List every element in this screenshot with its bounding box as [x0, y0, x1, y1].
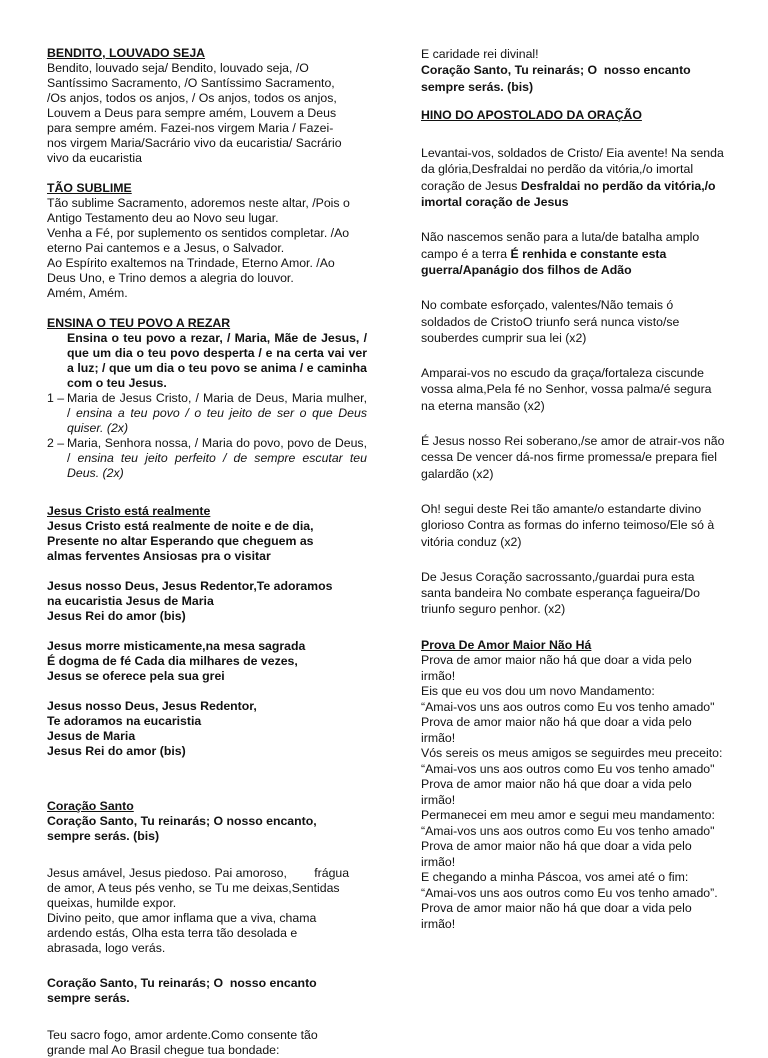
text-line: souberdes cumprir sua lei (x2) — [421, 330, 587, 345]
text-line: irmão! — [421, 916, 456, 931]
verse-plain: Maria de Jesus Cristo, / Maria de Deus, Maria mulher, / — [67, 391, 367, 420]
text-line: E caridade rei divinal! — [421, 47, 539, 61]
text-line: Tão sublime Sacramento, adoremos neste altar, /Pois o — [47, 196, 350, 210]
text-line: Amém, Amém. — [47, 286, 128, 300]
text-line: Te adoramos na eucaristia — [47, 714, 202, 728]
section-title: BENDITO, LOUVADO SEJA — [47, 46, 206, 60]
section-title: Prova De Amor Maior Não Há — [421, 637, 592, 652]
text-line: Prova de amor maior não há que doar a vida pelo — [421, 901, 692, 916]
verse-item — [47, 436, 367, 481]
section-bendito — [47, 46, 367, 166]
text-line: almas ferventes Ansiosas pra o visitar — [47, 549, 271, 563]
text-line: Oh! segui deste Rei tão amante/o estandarte divino — [421, 501, 702, 516]
stanza — [47, 976, 367, 1006]
text-line: “Amai-vos uns aos outros como Eu vos tenho amado" — [421, 699, 715, 714]
text-line: sempre serás. — [47, 991, 130, 1005]
text-line: E chegando a minha Páscoa, vos amei até o fim: — [421, 870, 689, 885]
text-line: Levantai-vos, soldados de Cristo/ Eia avente! Na senda — [421, 146, 724, 161]
text-line: Permanecei em meu amor e segui meu mandamento: — [421, 808, 715, 823]
text-line: sempre serás. (bis) — [421, 79, 534, 94]
text-line: nos virgem Maria/Sacrário vivo da eucaristia/ Sacrário — [47, 136, 342, 150]
stanza — [47, 639, 367, 684]
text-line: Jesus Rei do amor (bis) — [47, 744, 186, 758]
text-line: Jesus Cristo está realmente de noite e de dia, — [47, 519, 314, 533]
stanza — [47, 866, 367, 956]
text-line: soldados de CristoO triunfo será nunca visto/se — [421, 314, 680, 329]
verse-text — [67, 436, 367, 481]
text-line: Teu sacro fogo, amor ardente.Como consente tão — [47, 1028, 318, 1042]
text-line: Prova de amor maior não há que doar a vida pelo — [421, 777, 692, 792]
section-prova-de-amor — [421, 638, 743, 933]
text-line: triunfo seguro penhor. (x2) — [421, 602, 566, 617]
verse-item — [47, 391, 367, 436]
text-plain: coração de Jesus — [421, 178, 521, 193]
verse-italic: ensina a teu povo / o teu jeito de ser o que Deus quiser. (2x) — [67, 406, 367, 435]
section-coracao-continuation — [421, 46, 743, 95]
text-line: Jesus Rei do amor (bis) — [47, 609, 186, 623]
text-line: irmão! — [421, 792, 456, 807]
stanza — [421, 297, 743, 346]
section-title: HINO DO APOSTOLADO DA ORAÇÃO — [421, 107, 642, 122]
section-ensina — [47, 316, 367, 481]
section-title: ENSINA O TEU POVO A REZAR — [47, 316, 231, 330]
text-line — [421, 246, 743, 262]
text-line: da glória,Desfraldai no perdão da vitória,/o imortal — [421, 162, 694, 177]
text-line: imortal coração de Jesus — [421, 195, 569, 210]
verse-number: 1 – — [47, 391, 65, 405]
text-line: “Amai-vos uns aos outros como Eu vos tenho amado" — [421, 823, 715, 838]
section-coracao-santo — [47, 799, 367, 1058]
text-line: eterno Pai cantemos e a Jesus, o Salvador. — [47, 241, 285, 255]
text-line: santa bandeira No combate esperança fagueira/Do — [421, 586, 700, 601]
text-line: Coração Santo, Tu reinarás; O nosso encanto, — [47, 814, 317, 828]
stanza — [421, 569, 743, 618]
text-bold: Desfraldai no perdão da vitória,/o — [520, 178, 716, 193]
refrain: Ensina o teu povo a rezar, / Maria, Mãe de Jesus, / que um dia o teu povo desperta / e na certa vai ver a luz; / que um dia o teu povo se anima / e caminha com o teu Jesus. — [67, 331, 367, 390]
text-line: É dogma de fé Cada dia milhares de vezes, — [47, 654, 298, 668]
text-line: Jesus morre misticamente,na mesa sagrada — [47, 639, 306, 653]
text-line: grande mal Ao Brasil chegue tua bondade: — [47, 1043, 280, 1057]
text-line: Amparai-vos no escudo da graça/fortaleza ciscunde — [421, 366, 704, 381]
text-line: queixas, humilde expor. — [47, 896, 177, 910]
text-line: Louvem a Deus para sempre amém, Louvem a Deus — [47, 106, 337, 120]
stanza — [421, 501, 743, 550]
text-line: cessa De vencer dá-nos firme promessa/e prepara fiel — [421, 450, 717, 465]
text-line: glorioso Contra as formas do inferno teimoso/Ele só à — [421, 518, 715, 533]
text-bold: É renhida e constante esta — [510, 246, 667, 261]
text-line: irmão! — [421, 668, 456, 683]
text-line: vitória conduz (x2) — [421, 534, 522, 549]
text-line: É Jesus nosso Rei soberano,/se amor de atrair-vos não — [421, 434, 725, 449]
text-line: Não nascemos senão para a luta/de batalha amplo — [421, 230, 700, 245]
text-line: Prova de amor maior não há que doar a vida pelo — [421, 715, 692, 730]
text-line: Santíssimo Sacramento, /O Santíssimo Sacramento, — [47, 76, 335, 90]
stanza — [421, 229, 743, 278]
text-line: Presente no altar Esperando que cheguem as — [47, 534, 314, 548]
text-line — [421, 178, 743, 194]
stanza — [421, 365, 743, 414]
section-jesus-cristo — [47, 504, 367, 759]
stanza — [47, 699, 367, 759]
text-line: para sempre amém. Fazei-nos virgem Maria / Fazei- — [47, 121, 334, 135]
text-line: Bendito, louvado seja/ Bendito, louvado seja, /O — [47, 61, 309, 75]
verse-text — [67, 391, 367, 436]
text-line: irmão! — [421, 854, 456, 869]
text-line: Jesus amável, Jesus piedoso. Pai amoroso, frágua — [47, 866, 350, 880]
text-line: Jesus se oferece pela sua grei — [47, 669, 225, 683]
text-line: Ao Espírito exaltemos na Trindade, Eterno Amor. /Ao — [47, 256, 335, 270]
text-line: Eis que eu vos dou um novo Mandamento: — [421, 684, 655, 699]
text-line: de amor, A teus pés venho, se Tu me deixas,Sentidas — [47, 881, 340, 895]
text-line: Deus Uno, e Trino demos a alegria do louvor. — [47, 271, 294, 285]
text-line: “Amai-vos uns aos outros como Eu vos tenho amado" — [421, 761, 715, 776]
text-line: Prova de amor maior não há que doar a vida pelo — [421, 653, 692, 668]
text-line: vossa alma,Pela fé no Senhor, vossa palma/é segura — [421, 382, 712, 397]
text-line: De Jesus Coração sacrossanto,/guardai pura esta — [421, 569, 695, 584]
text-line: sempre serás. (bis) — [47, 829, 160, 843]
text-line: Jesus de Maria — [47, 729, 136, 743]
text-line: Antigo Testamento deu ao Novo seu lugar. — [47, 211, 279, 225]
text-line: Jesus nosso Deus, Jesus Redentor,Te adoramos — [47, 579, 333, 593]
text-line: /Os anjos, todos os anjos, / Os anjos, todos os anjos, — [47, 91, 337, 105]
text-line: Divino peito, que amor inflama que a viva, chama — [47, 911, 317, 925]
text-line: No combate esforçado, valentes/Não temais ó — [421, 298, 674, 313]
left-column — [47, 46, 367, 1058]
text-line: galardão (x2) — [421, 466, 494, 481]
text-line: Prova de amor maior não há que doar a vida pelo — [421, 839, 692, 854]
text-line: abrasada, logo verás. — [47, 941, 166, 955]
stanza — [47, 579, 367, 624]
stanza — [47, 1028, 367, 1058]
text-line: Jesus nosso Deus, Jesus Redentor, — [47, 699, 257, 713]
text-line: Coração Santo, Tu reinarás; O nosso encanto — [421, 63, 691, 78]
verse-italic: ensina teu jeito perfeito / de sempre escutar teu Deus. (2x) — [67, 451, 367, 480]
text-line: Vós sereis os meus amigos se seguirdes meu preceito: — [421, 746, 723, 761]
verse-plain: Maria, Senhora nossa, / Maria do povo, povo de Deus, / — [67, 436, 367, 465]
stanza — [421, 433, 743, 482]
section-tao-sublime — [47, 181, 367, 301]
section-hino-apostolado — [421, 107, 743, 618]
text-plain: campo é a terra — [421, 246, 511, 261]
text-line: ardendo estás, Olha esta terra tão desolada e — [47, 926, 298, 940]
text-line: vivo da eucaristia — [47, 151, 143, 165]
text-line: na eterna mansão (x2) — [421, 398, 545, 413]
section-title: Coração Santo — [47, 799, 134, 813]
text-line: na eucaristia Jesus de Maria — [47, 594, 214, 608]
text-line: guerra/Apanágio dos filhos de Adão — [421, 262, 632, 277]
right-column — [421, 46, 743, 932]
section-title: Jesus Cristo está realmente — [47, 504, 211, 518]
text-line: Venha a Fé, por suplemento os sentidos completar. /Ao — [47, 226, 350, 240]
section-title: TÃO SUBLIME — [47, 181, 132, 195]
text-line: Coração Santo, Tu reinarás; O nosso encanto — [47, 976, 317, 990]
text-line: irmão! — [421, 730, 456, 745]
text-line: “Amai-vos uns aos outros como Eu vos tenho amado”. — [421, 885, 718, 900]
verse-number: 2 – — [47, 436, 65, 450]
stanza — [421, 145, 743, 210]
